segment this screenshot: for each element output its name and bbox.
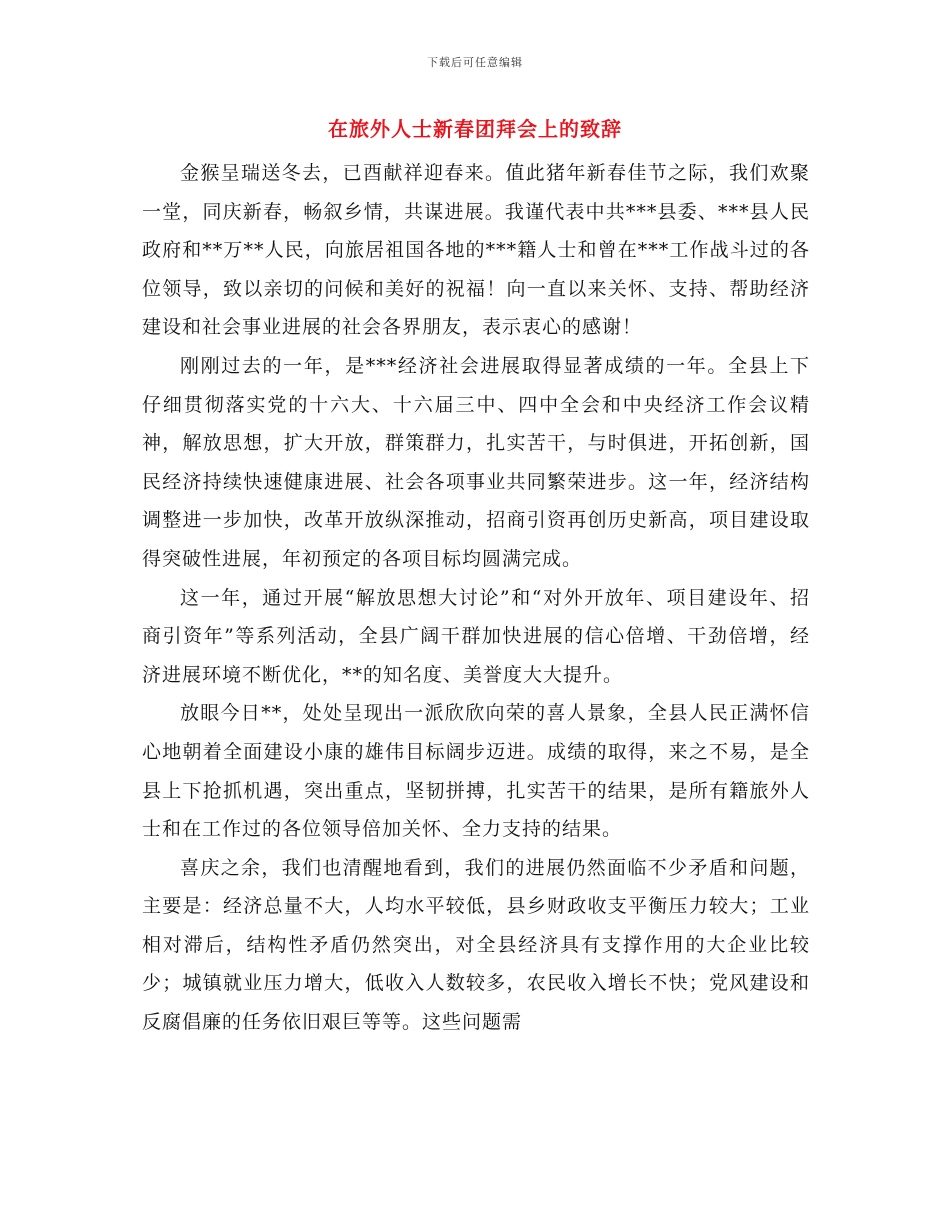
page-header-note: 下载后可任意编辑 (427, 56, 523, 69)
document-title: 在旅外人士新春团拜会上的致辞 (328, 117, 622, 141)
paragraph-1: 金猴呈瑞送冬去，已酉献祥迎春来。值此猪年新春佳节之际，我们欢聚一堂，同庆新春，畅叙乡情，共谋进展。我谨代表中共***县委、***县人民政府和**万**人民，向旅居祖国各地的***籍人士和曾在***工作战斗过的各位领导，致以亲切的问候和美好的祝福！向一直以来关怀、支持、帮助经济建设和社会事业进展的社会各界朋友，表示衷心的感谢！ (142, 162, 810, 339)
document-body (142, 154, 810, 1042)
paragraph-5: 喜庆之余，我们也清醒地看到，我们的进展仍然面临不少矛盾和问题，主要是：经济总量不大，人均水平较低，县乡财政收支平衡压力较大；工业相对滞后，结构性矛盾仍然突出，对全县经济具有支撑作用的大企业比较少；城镇就业压力增大，低收入人数较多，农民收入增长不快；党风建设和反腐倡廉的任务依旧艰巨等等。这些问题需 (142, 856, 810, 1034)
paragraph-3: 这一年，通过开展“解放思想大讨论”和“对外开放年、项目建设年、招商引资年”等系列活动，全县广阔干群加快进展的信心倍增、干劲倍增，经济进展环境不断优化，**的知名度、美誉度大大提升。 (142, 586, 810, 686)
paragraph-2: 刚刚过去的一年，是***经济社会进展取得显著成绩的一年。全县上下仔细贯彻落实党的十六大、十六届三中、四中全会和中央经济工作会议精神，解放思想，扩大开放，群策群力，扎实苦干，与时俱进，开拓创新，国民经济持续快速健康进展、社会各项事业共同繁荣进步。这一年，经济结构调整进一步加快，改革开放纵深推动，招商引资再创历史新高，项目建设取得突破性进展，年初预定的各项目标均圆满完成。 (142, 354, 810, 570)
paragraph-4: 放眼今日**，处处呈现出一派欣欣向荣的喜人景象，全县人民正满怀信心地朝着全面建设小康的雄伟目标阔步迈进。成绩的取得，来之不易，是全县上下抢抓机遇，突出重点，坚韧拼搏，扎实苦干的结果，是所有籍旅外人士和在工作过的各位领导倍加关怀、全力支持的结果。 (142, 702, 810, 841)
